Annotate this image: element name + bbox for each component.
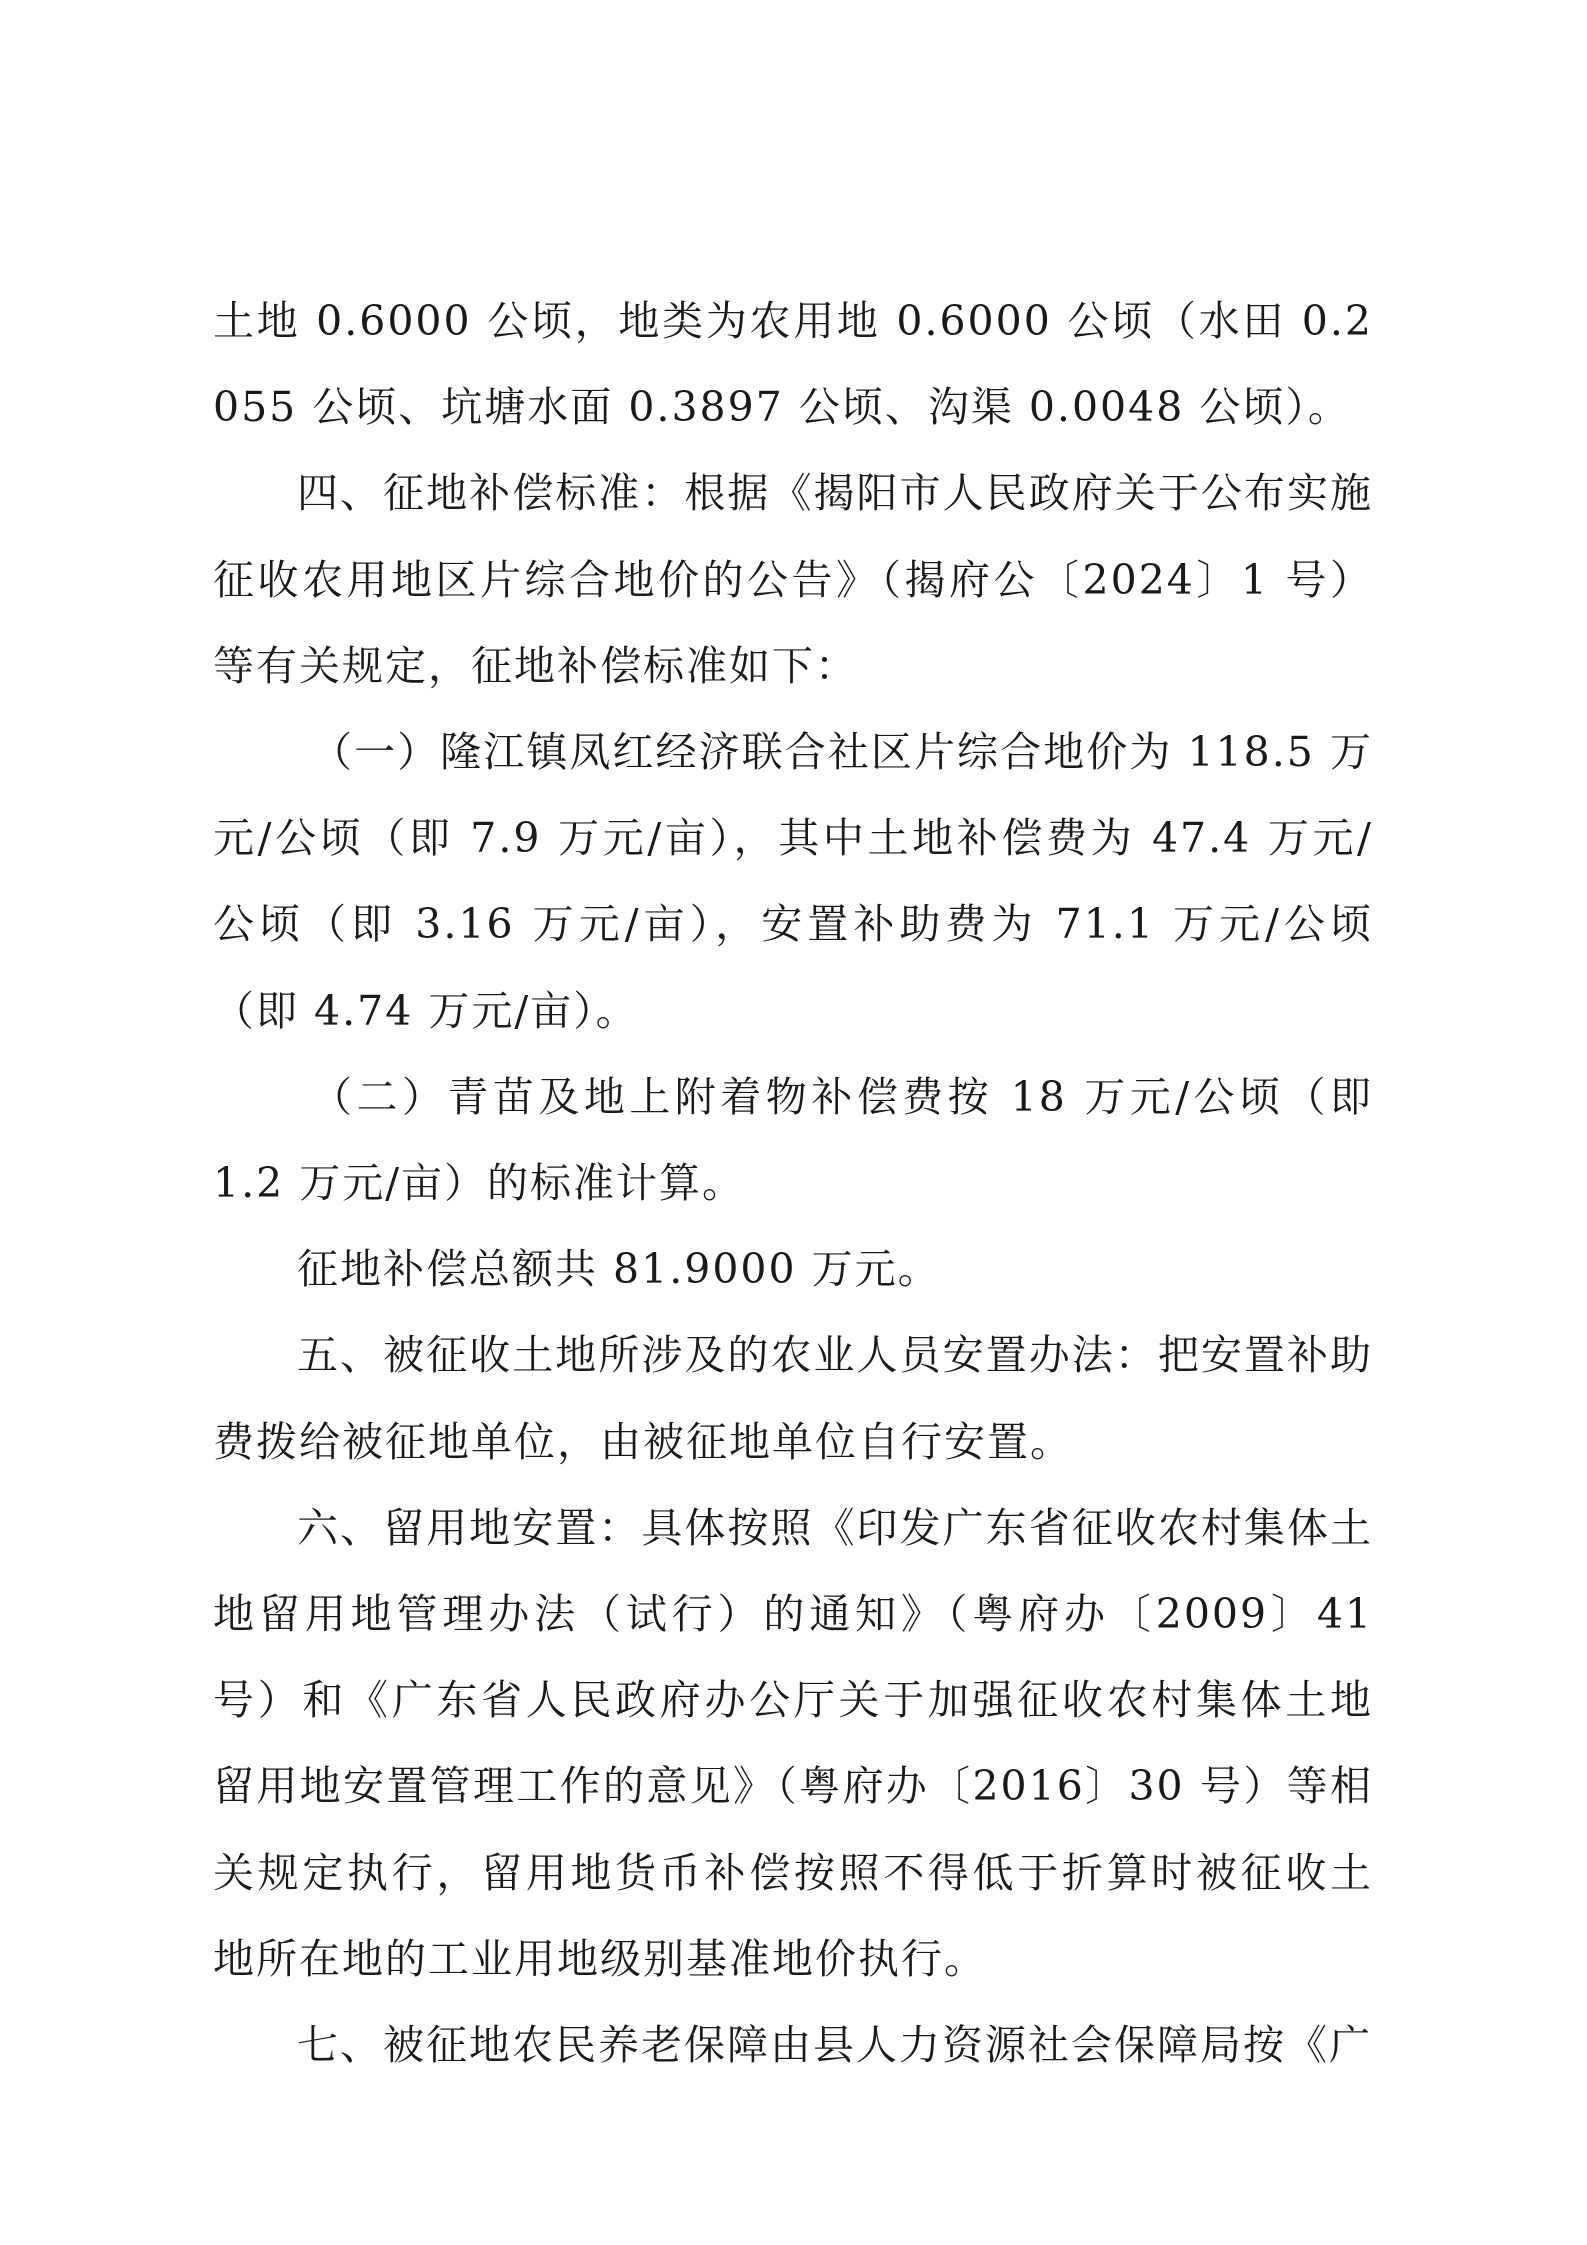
paragraph-land-area: 土地 0.6000 公顷，地类为农用地 0.6000 公顷（水田 0.2055 公顷、坑塘水面 0.3897 公顷、沟渠 0.0048 公顷）。 xyxy=(213,297,1373,432)
paragraph-section-5: 五、被征收土地所涉及的农业人员安置办法：把安置补助费拨给被征地单位，由被征地单位自行安置。 xyxy=(213,1331,1373,1466)
paragraph-section-7: 七、被征地农民养老保障由县人力资源社会保障局按《广 xyxy=(297,2021,1372,2070)
paragraph-section-6: 六、留用地安置：具体按照《印发广东省征收农村集体土地留用地管理办法（试行）的通知》（粤府办〔2009〕41 号）和《广东省人民政府办公厅关于加强征收农村集体土地留用地安置管理工作的意见》（粤府办〔2016〕30 号）等相关规定执行，留用地货币补偿按照不得低于折算时被征收土地所在地的工业用地级别基准地价执行。 xyxy=(213,1503,1373,1983)
document-body xyxy=(213,278,1373,2088)
paragraph-section-4: 四、征地补偿标准：根据《揭阳市人民政府关于公布实施征收农用地区片综合地价的公告》（揭府公〔2024〕1 号）等有关规定，征地补偿标准如下： xyxy=(213,469,1373,690)
paragraph-section-4-1: （一）隆江镇凤红经济联合社区片综合地价为 118.5 万元/公顷（即 7.9 万元/亩），其中土地补偿费为 47.4 万元/公顷（即 3.16 万元/亩），安置补助费为 71.1 万元/公顷（即 4.74 万元/亩）。 xyxy=(213,728,1373,1035)
paragraph-total: 征地补偿总额共 81.9000 万元。 xyxy=(297,1245,941,1294)
paragraph-section-4-2: （二）青苗及地上附着物补偿费按 18 万元/公顷（即 1.2 万元/亩）的标准计算。 xyxy=(213,1072,1373,1208)
